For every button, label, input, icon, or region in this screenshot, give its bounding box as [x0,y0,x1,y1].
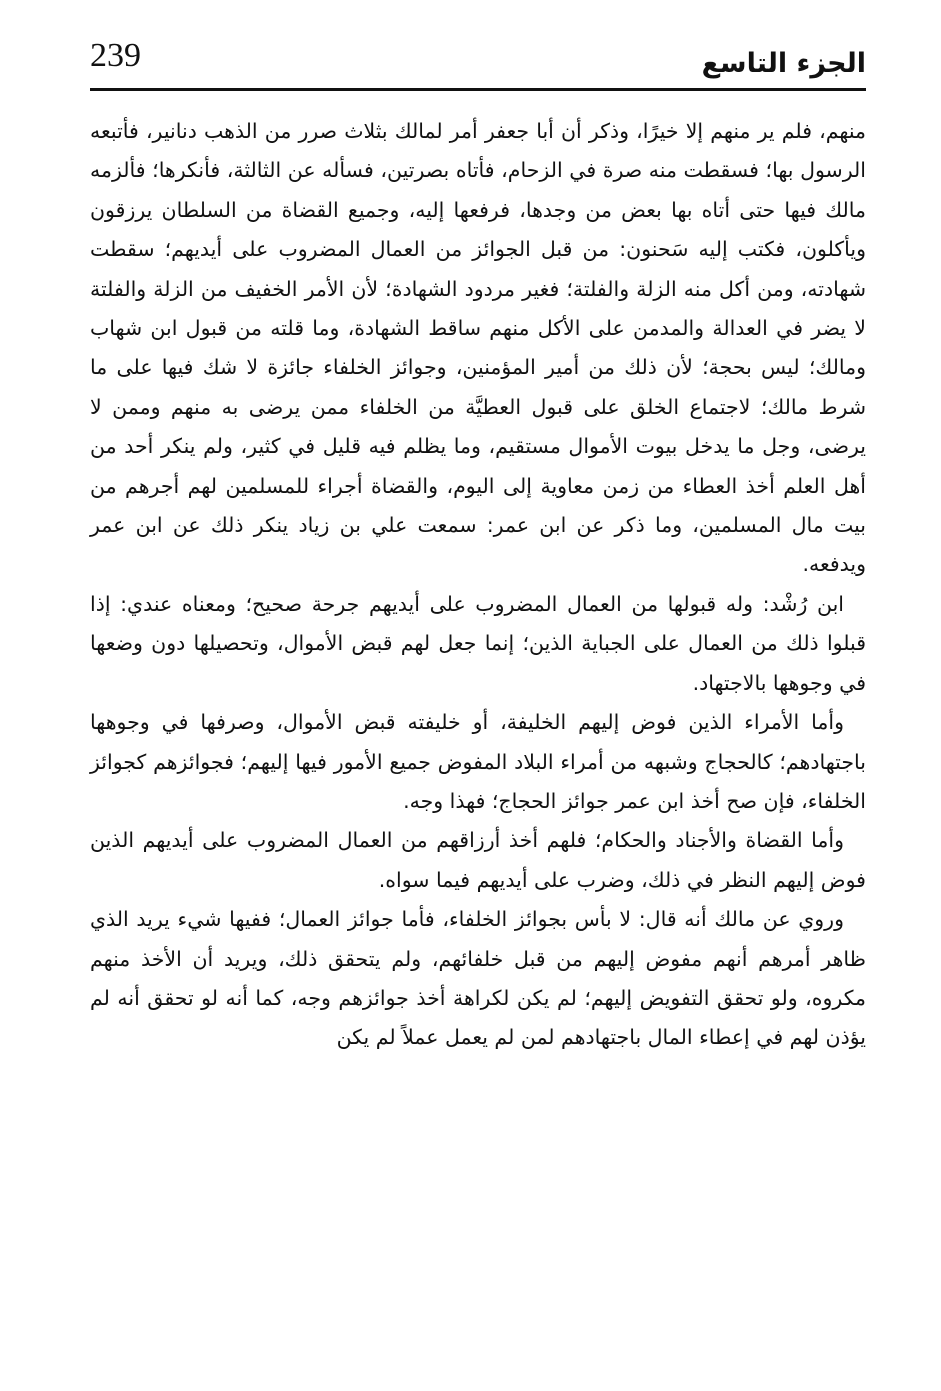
paragraph-3: وأما الأمراء الذين فوض إليهم الخليفة، أو خليفته قبض الأموال، وصرفها في وجوهها باجتهادهم؛ كالحجاج وشبهه من أمراء البلاد المفوض جميع الأمور فيها إليهم؛ فجوائزهم كجوائز الخلفاء، فإن صح أخذ ابن عمر جوائز الحجاج؛ فهذا وجه. [90,710,866,813]
paragraph-5: وروي عن مالك أنه قال: لا بأس بجوائز الخلفاء، فأما جوائز العمال؛ ففيها شيء يريد الذي ظاهر أمرهم أنهم مفوض إليهم من قبل خلفائهم، ولم يتحقق ذلك، ويريد أن الأخذ منهم مكروه، ولو تحقق التفويض إليهم؛ لم يكن لكراهة أخذ جوائزهم وجه، كما أنه لو تحقق أنه لم يؤذن لهم في إعطاء المال باجتهادهم لمن لم يعمل عملاً لم يكن [90,907,866,1050]
page-header [90,32,866,94]
paragraph-2: ابن رُشْد: وله قبولها من العمال المضروب على أيديهم جرحة صحيح؛ ومعناه عندي: إذا قبلوا ذلك من العمال على الجباية الذين؛ إنما جعل لهم قبض الأموال، وتحصيلها دون وضعها في وجوهها بالاجتهاد. [90,591,866,695]
running-title: الجزء التاسع [701,48,866,79]
page-number: 239 [90,37,141,74]
paragraph-4: وأما القضاة والأجناد والحكام؛ فلهم أخذ أرزاقهم من العمال المضروب على أيديهم الذين فوض إليهم النظر في ذلك، وضرب على أيديهم فيما سواه. [90,828,866,892]
header-rule [90,88,866,91]
body-text [90,112,866,1058]
paragraph-1: منهم، فلم ير منهم إلا خيرًا، وذكر أن أبا جعفر أمر لمالك بثلاث صرر من الذهب دنانير، فأتبعه الرسول بها؛ فسقطت منه صرة في الزحام، فأتاه بصرتين، فسأله عن الثالثة، فأنكرها؛ فألزمه مالك فيها حتى أتاه بها بعض من وجدها، فرفعها إليه، وجميع القضاة من السلطان يرزقون ويأكلون، فكتب إليه سَحنون: من قبل الجوائز من العمال المضروب على أيديهم؛ سقطت شهادته، ومن أكل منه الزلة والفلتة؛ فغير مردود الشهادة؛ لأن الأمر الخفيف من الزلة والفلتة لا يضر في العدالة والمدمن على الأكل منهم ساقط الشهادة، وما قلته من قبول ابن شهاب ومالك؛ ليس بحجة؛ لأن ذلك من أمير المؤمنين، وجوائز الخلفاء جائزة لا شك فيها على ما شرط مالك؛ لاجتماع الخلق على قبول العطيَّة من الخلفاء ممن يرضى به منهم وممن لا يرضى، وجل ما يدخل بيوت الأموال مستقيم، وما يظلم فيه قليل في كثير، ولم ينكر أحد من أهل العلم أخذ العطاء من زمن معاوية إلى اليوم، والقضاة أجراء للمسلمين لهم أجرهم من بيت مال المسلمين، وما ذكر عن ابن عمر: سمعت علي بن زياد ينكر ذلك عن ابن عمر ويدفعه. [90,119,866,577]
